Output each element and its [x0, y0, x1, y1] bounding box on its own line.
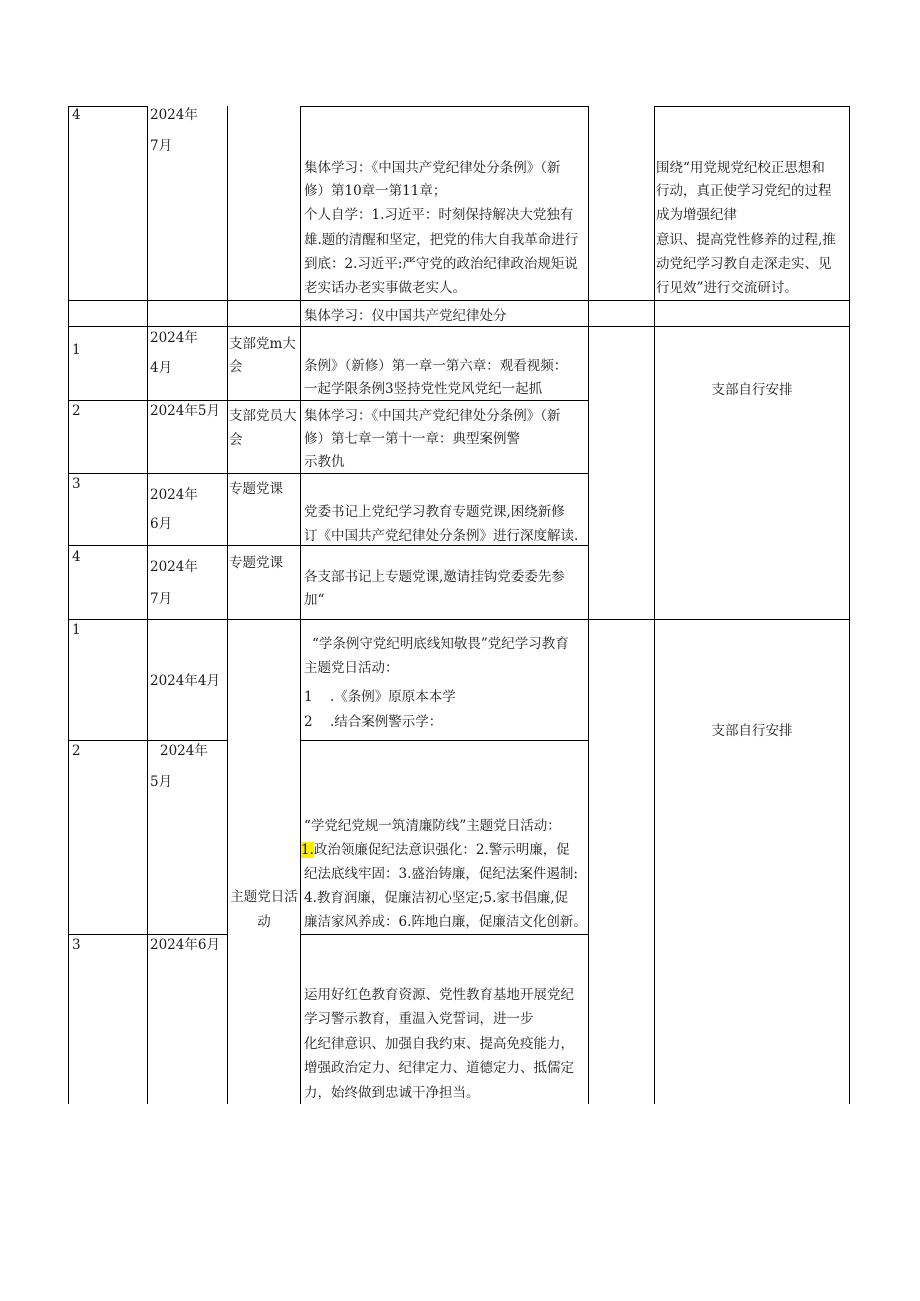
section-form: 动 — [257, 914, 271, 930]
row-date: 2024年4月 — [150, 673, 220, 689]
row-date: 2024年 — [160, 743, 208, 759]
row-remark: 行动，真正使学习党纪的过程 — [656, 183, 832, 199]
row-content: 增强政治定力、纪律定力、道德定力、抵儒定 — [304, 1060, 574, 1076]
row-date: 4月 — [150, 360, 173, 376]
grid-line — [300, 740, 589, 741]
row-content: 修）第10章一第11章； — [304, 183, 447, 199]
row-remark: 意识、提高党性修养的过程,推 — [656, 232, 836, 248]
row-content: 运用好红色教育资源、党性教育基地开展党纪 — [304, 987, 574, 1003]
row-content: 加“ — [304, 592, 325, 608]
row-date: 7月 — [150, 138, 173, 154]
section-remark: 支部自行安排 — [711, 382, 793, 398]
grid-line — [300, 106, 589, 107]
row-date: 2024年5月 — [150, 403, 220, 419]
row-content: 雄.题的清醒和坚定，把党的伟大自我革命进行 — [304, 232, 579, 248]
grid-line — [654, 106, 850, 107]
list-item-number: 1 — [304, 689, 313, 705]
highlighted-number: 1. — [301, 842, 314, 858]
row-number: 1 — [72, 342, 81, 358]
row-form: 专题党课 — [229, 555, 283, 571]
grid-line — [588, 106, 589, 1104]
row-number: 2 — [72, 743, 81, 759]
row-content: 老实话办老实事做老实人。 — [304, 280, 466, 296]
row-form: 会 — [229, 359, 243, 375]
grid-line — [147, 106, 148, 1104]
row-content — [301, 839, 570, 862]
row-number: 3 — [72, 937, 81, 953]
grid-line — [300, 934, 589, 935]
row-content: 各支部书记上专题党课,邀请挂钩党委委先参 — [304, 569, 565, 585]
row-content: “学条例守党纪明底线知敬畏”党纪学习教育 — [312, 636, 569, 652]
list-item: .《条例》原原本本学 — [330, 689, 456, 705]
row-content: 4.教育润廉，促廉洁初心坚定;5.家书倡廉,促 — [304, 890, 569, 906]
row-remark: 行见效”进行交流研讨。 — [656, 280, 798, 296]
row-content: 条例》（新修）第一章一第六章：观看视频： — [304, 358, 568, 374]
grid-line — [227, 106, 228, 1104]
row-content: “学党纪党规一筑清廉防线”主题党日活动： — [304, 818, 561, 834]
row-date: 2024年 — [150, 559, 198, 575]
row-content: 化纪律意识、加强自我约束、提高免疫能力， — [304, 1036, 574, 1052]
row-content: 廉洁家风养成：6.阵地白廉，促廉洁文化创新。 — [304, 914, 587, 930]
row-content: 到底：2.习近平:严守党的政治纪律政治规矩说 — [304, 256, 578, 272]
grid-line — [68, 300, 850, 301]
grid-line — [300, 106, 301, 1104]
row-content: 集体学习：《中国共产党纪律处分条例》（新 — [304, 160, 561, 176]
row-content-text: 政治领廉促纪法意识强化：2.警示明廉，促 — [313, 842, 570, 858]
row-number: 1 — [72, 622, 81, 638]
row-content: 订《中国共产党纪律处分条例》进行深度解读. — [304, 528, 579, 544]
row-content: 纪法底线牢固：3.盛治铸廉，促纪法案件遏制: — [304, 866, 578, 882]
row-content: 党委书记上党纪学习教育专题党课,困绕新修 — [304, 504, 565, 520]
row-form: 专题党课 — [229, 481, 283, 497]
grid-line — [68, 619, 850, 620]
grid-line — [849, 106, 850, 1104]
row-content: 学习警示教育，重温入党誓词，进一步 — [304, 1011, 534, 1027]
row-number: 4 — [72, 549, 81, 565]
row-date: 2024年 — [150, 330, 198, 346]
row-date: 5月 — [150, 774, 173, 790]
row-content: 力，始终做到忠诚干净担当。 — [304, 1085, 480, 1101]
row-content: 集体学习：《中国共产党纪律处分条例》（新 — [304, 408, 561, 424]
row-number: 2 — [72, 403, 81, 419]
row-form: 支部党m大 — [229, 336, 296, 352]
row-date: 2024年 — [150, 487, 198, 503]
row-content: 主题党日活动： — [304, 660, 399, 676]
list-item-number: 2 — [304, 714, 313, 730]
row-number: 4 — [72, 107, 81, 123]
section-form: 主题党日活 — [230, 889, 298, 905]
row-content: 一起学限条例3竖持党性党风党纪一起抓 — [304, 381, 543, 397]
row-remark: 动党纪学习教自走深走实、见 — [656, 256, 832, 272]
row-date: 7月 — [150, 591, 173, 607]
row-remark: 围绕“用党规党纪校正思想和 — [656, 160, 825, 176]
row-content: 修）第七章一第十一章：典型案例警 — [304, 431, 520, 447]
row-date: 2024年6月 — [150, 937, 220, 953]
row-content: 集体学习：仪中国共产党纪律处分 — [304, 308, 507, 324]
list-item: .结合案例警示学： — [330, 714, 443, 730]
row-content: 示教仇 — [304, 454, 345, 470]
row-remark: 成为增强纪律 — [656, 207, 737, 223]
row-form: 会 — [229, 432, 243, 448]
grid-line — [68, 106, 69, 1104]
row-date: 2024年 — [150, 107, 198, 123]
row-form: 支部党员大 — [229, 408, 297, 424]
grid-line — [654, 106, 655, 1104]
section-remark: 支部自行安排 — [711, 723, 793, 739]
row-date: 6月 — [150, 516, 173, 532]
row-content: 个人自学：1.习近平：时刻保持解决大党独有 — [304, 207, 574, 223]
row-number: 3 — [72, 476, 81, 492]
